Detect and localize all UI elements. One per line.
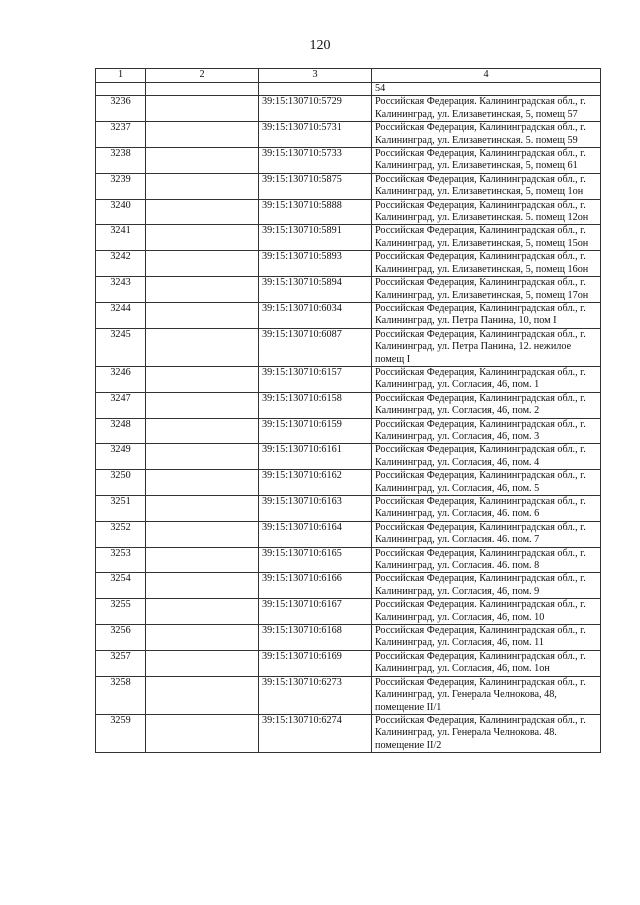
row-number-cell: 3257 bbox=[96, 650, 146, 676]
column-header: 2 bbox=[146, 69, 259, 83]
cadastral-number-cell: 39:15:130710:6157 bbox=[259, 366, 372, 392]
column-2-cell bbox=[146, 392, 259, 418]
table-row bbox=[96, 122, 601, 148]
column-2-cell bbox=[146, 676, 259, 714]
address-cell: Российская Федерация, Калининградская обл., г. Калининград, ул. Елизаветинская, 5, помещ 17он bbox=[372, 277, 601, 303]
cadastral-number-cell: 39:15:130710:6162 bbox=[259, 470, 372, 496]
table-header-row bbox=[96, 69, 601, 83]
column-2-cell bbox=[146, 96, 259, 122]
cadastral-number-cell: 39:15:130710:5731 bbox=[259, 122, 372, 148]
column-2-cell bbox=[146, 83, 259, 96]
column-2-cell bbox=[146, 328, 259, 366]
address-cell: Российская Федерация, Калининградская обл., г. Калининград, ул. Согласия. 46. пом. 7 bbox=[372, 521, 601, 547]
row-number-cell: 3239 bbox=[96, 173, 146, 199]
address-cell: Российская Федерация, Калининградская обл., г. Калининград, ул. Согласия, 46, пом. 3 bbox=[372, 418, 601, 444]
cadastral-number-cell: 39:15:130710:5891 bbox=[259, 225, 372, 251]
column-2-cell bbox=[146, 251, 259, 277]
row-number-cell: 3237 bbox=[96, 122, 146, 148]
cadastral-number-cell: 39:15:130710:5875 bbox=[259, 173, 372, 199]
table-row bbox=[96, 625, 601, 651]
cadastral-number-cell: 39:15:130710:6274 bbox=[259, 714, 372, 752]
column-2-cell bbox=[146, 599, 259, 625]
address-cell: Российская Федерация. Калининградская обл., г. Калининград, ул. Согласия, 46, пом. 10 bbox=[372, 599, 601, 625]
row-number-cell: 3251 bbox=[96, 496, 146, 522]
table-row bbox=[96, 573, 601, 599]
row-number-cell: 3253 bbox=[96, 547, 146, 573]
row-number-cell: 3236 bbox=[96, 96, 146, 122]
address-cell: Российская Федерация, Калининградская обл., г. Калининград, ул. Согласия, 46, пом. 9 bbox=[372, 573, 601, 599]
address-cell: Российская Федерация, Калининградская обл., г. Калининград, ул. Согласия. 46. пом. 8 bbox=[372, 547, 601, 573]
column-2-cell bbox=[146, 650, 259, 676]
row-number-cell: 3252 bbox=[96, 521, 146, 547]
column-2-cell bbox=[146, 521, 259, 547]
table-row bbox=[96, 251, 601, 277]
column-2-cell bbox=[146, 714, 259, 752]
cadastral-number-cell: 39:15:130710:6273 bbox=[259, 676, 372, 714]
row-number-cell: 3246 bbox=[96, 366, 146, 392]
cadastral-number-cell: 39:15:130710:5733 bbox=[259, 148, 372, 174]
address-cell: Российская Федерация, Калининградская обл., г. Калининград, ул. Генерала Челнокова, 48, помещение II/1 bbox=[372, 676, 601, 714]
row-number-cell: 3247 bbox=[96, 392, 146, 418]
column-2-cell bbox=[146, 199, 259, 225]
address-cell: Российская Федерация, Калининградская обл., г. Калининград, ул. Генерала Челнокова. 48. помещение II/2 bbox=[372, 714, 601, 752]
cadastral-number-cell: 39:15:130710:6159 bbox=[259, 418, 372, 444]
column-2-cell bbox=[146, 173, 259, 199]
table-row bbox=[96, 225, 601, 251]
cadastral-number-cell: 39:15:130710:6034 bbox=[259, 302, 372, 328]
cadastral-number-cell bbox=[259, 83, 372, 96]
cadastral-number-cell: 39:15:130710:6087 bbox=[259, 328, 372, 366]
column-2-cell bbox=[146, 470, 259, 496]
column-2-cell bbox=[146, 496, 259, 522]
table-row bbox=[96, 547, 601, 573]
column-2-cell bbox=[146, 277, 259, 303]
row-number-cell: 3240 bbox=[96, 199, 146, 225]
column-2-cell bbox=[146, 444, 259, 470]
column-header: 3 bbox=[259, 69, 372, 83]
address-cell: Российская Федерация, Калининградская обл., г. Калининград, ул. Согласия, 46. пом. 6 bbox=[372, 496, 601, 522]
column-2-cell bbox=[146, 418, 259, 444]
address-cell: Российская Федерация, Калининградская обл., г. Калининград, ул. Елизаветинская. 5. помещ 12он bbox=[372, 199, 601, 225]
address-cell: Российская Федерация, Калининградская обл., г. Калининград, ул. Согласия, 46, пом. 1он bbox=[372, 650, 601, 676]
address-cell: 54 bbox=[372, 83, 601, 96]
column-2-cell bbox=[146, 225, 259, 251]
address-cell: Российская Федерация, Калининградская обл., г. Калининград, ул. Петра Панина, 10, пом I bbox=[372, 302, 601, 328]
address-cell: Российская Федерация, Калининградская обл., г. Калининград, ул. Елизаветинская, 5, помещ 15он bbox=[372, 225, 601, 251]
cadastral-number-cell: 39:15:130710:6164 bbox=[259, 521, 372, 547]
cadastral-number-cell: 39:15:130710:6167 bbox=[259, 599, 372, 625]
column-2-cell bbox=[146, 122, 259, 148]
address-cell: Российская Федерация, Калининградская обл., г. Калининград, ул. Елизаветинская, 5, помещ 16он bbox=[372, 251, 601, 277]
cadastral-number-cell: 39:15:130710:6163 bbox=[259, 496, 372, 522]
cadastral-number-cell: 39:15:130710:6165 bbox=[259, 547, 372, 573]
row-number-cell: 3250 bbox=[96, 470, 146, 496]
row-number-cell: 3249 bbox=[96, 444, 146, 470]
table-row bbox=[96, 328, 601, 366]
table-row bbox=[96, 302, 601, 328]
table-row bbox=[96, 392, 601, 418]
address-cell: Российская Федерация, Калининградская обл., г. Калининград, ул. Елизаветинская, 5, помещ 61 bbox=[372, 148, 601, 174]
registry-body bbox=[96, 83, 601, 753]
column-2-cell bbox=[146, 302, 259, 328]
address-cell: Российская Федерация, Калининградская обл., г. Калининград, ул. Согласия, 46, пом. 1 bbox=[372, 366, 601, 392]
table-row bbox=[96, 96, 601, 122]
row-number-cell: 3256 bbox=[96, 625, 146, 651]
row-number-cell: 3258 bbox=[96, 676, 146, 714]
column-2-cell bbox=[146, 625, 259, 651]
cadastral-number-cell: 39:15:130710:5894 bbox=[259, 277, 372, 303]
table-row bbox=[96, 277, 601, 303]
cadastral-number-cell: 39:15:130710:5729 bbox=[259, 96, 372, 122]
address-cell: Российская Федерация, Калининградская обл., г. Калининград, ул. Елизаветинская. 5. помещ 59 bbox=[372, 122, 601, 148]
registry-table bbox=[95, 68, 601, 753]
row-number-cell: 3238 bbox=[96, 148, 146, 174]
cadastral-number-cell: 39:15:130710:6168 bbox=[259, 625, 372, 651]
row-number-cell: 3243 bbox=[96, 277, 146, 303]
address-cell: Российская Федерация, Калининградская обл., г. Калининград, ул. Петра Панина, 12. нежилое помещ I bbox=[372, 328, 601, 366]
table-row bbox=[96, 173, 601, 199]
table-row bbox=[96, 366, 601, 392]
cadastral-number-cell: 39:15:130710:5888 bbox=[259, 199, 372, 225]
address-cell: Российская Федерация, Калининградская обл., г. Калининград, ул. Согласия, 46, пом. 2 bbox=[372, 392, 601, 418]
row-number-cell: 3241 bbox=[96, 225, 146, 251]
row-number-cell: 3259 bbox=[96, 714, 146, 752]
row-number-cell: 3242 bbox=[96, 251, 146, 277]
column-2-cell bbox=[146, 547, 259, 573]
row-number-cell: 3244 bbox=[96, 302, 146, 328]
column-2-cell bbox=[146, 366, 259, 392]
table-row bbox=[96, 148, 601, 174]
column-2-cell bbox=[146, 573, 259, 599]
table-row bbox=[96, 521, 601, 547]
table-row bbox=[96, 83, 601, 96]
table-row bbox=[96, 676, 601, 714]
table-row bbox=[96, 470, 601, 496]
row-number-cell bbox=[96, 83, 146, 96]
cadastral-number-cell: 39:15:130710:5893 bbox=[259, 251, 372, 277]
column-2-cell bbox=[146, 148, 259, 174]
row-number-cell: 3255 bbox=[96, 599, 146, 625]
table-row bbox=[96, 444, 601, 470]
table-row bbox=[96, 714, 601, 752]
table-row bbox=[96, 650, 601, 676]
cadastral-number-cell: 39:15:130710:6161 bbox=[259, 444, 372, 470]
row-number-cell: 3245 bbox=[96, 328, 146, 366]
row-number-cell: 3248 bbox=[96, 418, 146, 444]
table-row bbox=[96, 496, 601, 522]
column-header: 1 bbox=[96, 69, 146, 83]
address-cell: Российская Федерация, Калининградская обл., г. Калининград, ул. Согласия, 46, пом. 11 bbox=[372, 625, 601, 651]
cadastral-number-cell: 39:15:130710:6158 bbox=[259, 392, 372, 418]
address-cell: Российская Федерация, Калининградская обл., г. Калининград, ул. Согласия, 46, пом. 5 bbox=[372, 470, 601, 496]
column-header: 4 bbox=[372, 69, 601, 83]
address-cell: Российская Федерация, Калининградская обл., г. Калининград, ул. Елизаветинская, 5, помещ 1он bbox=[372, 173, 601, 199]
page-number: 120 bbox=[309, 38, 331, 53]
table-row bbox=[96, 199, 601, 225]
cadastral-number-cell: 39:15:130710:6166 bbox=[259, 573, 372, 599]
cadastral-number-cell: 39:15:130710:6169 bbox=[259, 650, 372, 676]
table-row bbox=[96, 599, 601, 625]
address-cell: Российская Федерация, Калининградская обл., г. Калининград, ул. Согласия, 46, пом. 4 bbox=[372, 444, 601, 470]
row-number-cell: 3254 bbox=[96, 573, 146, 599]
table-row bbox=[96, 418, 601, 444]
address-cell: Российская Федерация. Калининградская обл., г. Калининград, ул. Елизаветинская, 5, помещ 57 bbox=[372, 96, 601, 122]
